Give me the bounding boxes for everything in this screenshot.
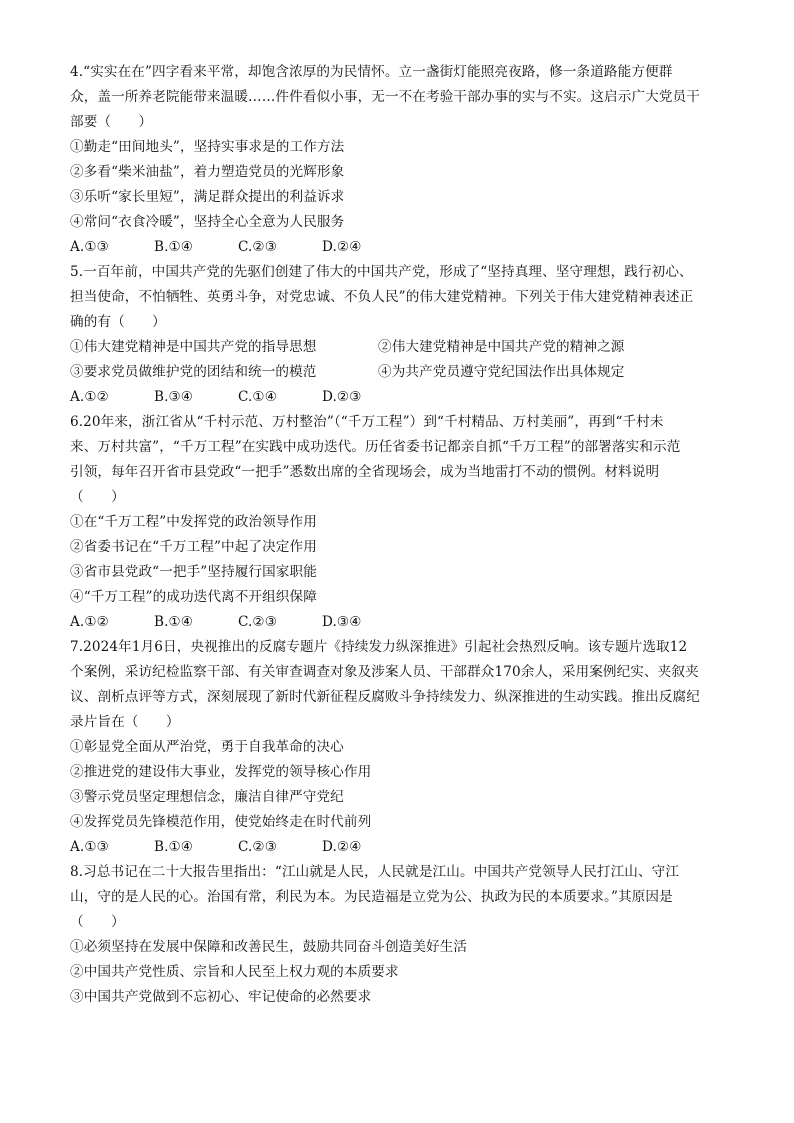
question-4 <box>70 60 724 260</box>
statement-item: ④“千万工程”的成功迭代离不开组织保障 <box>70 589 317 605</box>
question-stem-line: 担当使命，不怕牺牲、英勇斗争，对党忠诚、不负人民”的伟大建党精神。下列关于伟大建党精神表述正 <box>70 289 694 305</box>
option-b: B.①④ <box>154 614 194 630</box>
statement-item: ③要求党员做维护党的团结和统一的模范 <box>70 364 317 380</box>
option-a: A.①② <box>70 614 109 630</box>
option-d: D.②④ <box>322 839 362 855</box>
option-a: A.①② <box>70 389 109 405</box>
statement-item: ①伟大建党精神是中国共产党的指导思想 <box>70 339 317 355</box>
statement-item: ③乐听“家长里短”，满足群众提出的利益诉求 <box>70 189 345 205</box>
question-stem-line: 引领，每年召开省市县党政“一把手”悉数出席的全省现场会，成为当地雷打不动的惯例。材料说明 <box>70 464 660 480</box>
option-d: D.②③ <box>322 389 362 405</box>
option-d: D.③④ <box>322 614 362 630</box>
statement-item: ④发挥党员先锋模范作用，使党始终走在时代前列 <box>70 814 372 830</box>
option-a: A.①③ <box>70 239 109 255</box>
answer-options <box>70 610 724 635</box>
statement-item: ③警示党员坚定理想信念，廉洁自律严守党纪 <box>70 789 344 805</box>
question-stem-line: 议、剖析点评等方式，深刻展现了新时代新征程反腐败斗争持续发力、纵深推进的生动实践。推出反腐纪 <box>70 689 700 705</box>
option-a: A.①③ <box>70 839 109 855</box>
option-d: D.②④ <box>322 239 362 255</box>
question-stem-line: 众，盖一所养老院能带来温暖……件件看似小事，无一不在考验干部办事的实与不实。这启示广大党员干 <box>70 89 700 105</box>
option-b: B.③④ <box>154 389 194 405</box>
statement-item: ①在“千万工程”中发挥党的政治领导作用 <box>70 514 317 530</box>
option-c: C.②③ <box>238 239 278 255</box>
question-stem-line: 山，守的是人民的心。治国有常，利民为本。为民造福是立党为公、执政为民的本质要求。”其原因是 <box>70 889 673 905</box>
question-stem-line: （ ） <box>70 489 125 505</box>
option-c: C.②③ <box>238 614 278 630</box>
answer-options <box>70 385 724 410</box>
statement-item: ②多看“柴米油盐”，着力塑造党员的光辉形象 <box>70 164 345 180</box>
question-stem-line: 7.2024年1月6日，央视推出的反腐专题片《持续发力纵深推进》引起社会热烈反响。该专题片选取12 <box>70 639 688 655</box>
option-c: C.①④ <box>238 389 278 405</box>
option-b: B.①④ <box>154 839 194 855</box>
question-stem-line: 来、万村共富”，“千万工程”在实践中成功迭代。历任省委书记都亲自抓“千万工程”的部署落实和示范 <box>70 439 681 455</box>
statement-item: ②中国共产党性质、宗旨和人民至上权力观的本质要求 <box>70 964 399 980</box>
question-6 <box>70 410 724 635</box>
answer-options <box>70 835 724 860</box>
statement-item: ①必须坚持在发展中保障和改善民生，鼓励共同奋斗创造美好生活 <box>70 939 468 955</box>
question-stem-line: 个案例，采访纪检监察干部、有关审查调查对象及涉案人员、干部群众170余人，采用案例纪实、夹叙夹 <box>70 664 699 680</box>
question-stem-line: 确的有（ ） <box>70 314 166 330</box>
statement-item: ②推进党的建设伟大事业，发挥党的领导核心作用 <box>70 764 372 780</box>
statement-item: ③中国共产党做到不忘初心、牢记使命的必然要求 <box>70 989 372 1005</box>
statement-item: ④为共产党员遵守党纪国法作出具体规定 <box>378 364 625 380</box>
statement-item: ④常问“衣食冷暖”，坚持全心全意为人民服务 <box>70 214 345 230</box>
question-stem-line: （ ） <box>70 914 125 930</box>
option-b: B.①④ <box>154 239 194 255</box>
question-stem-line: 8.习总书记在二十大报告里指出：“江山就是人民，人民就是江山。中国共产党领导人民打江山、守江 <box>70 864 680 880</box>
question-5 <box>70 260 724 410</box>
statement-item: ②伟大建党精神是中国共产党的精神之源 <box>378 339 625 355</box>
statement-item: ②省委书记在“千万工程”中起了决定作用 <box>70 539 317 555</box>
statement-item: ③省市县党政“一把手”坚持履行国家职能 <box>70 564 317 580</box>
statement-row <box>70 360 724 385</box>
question-stem-line: 部要（ ） <box>70 114 153 130</box>
option-c: C.②③ <box>238 839 278 855</box>
statement-item: ①勤走“田间地头”，坚持实事求是的工作方法 <box>70 139 345 155</box>
question-stem-line: 录片旨在（ ） <box>70 714 180 730</box>
question-stem-line: 6.20年来，浙江省从“千村示范、万村整治”（“千万工程”）到“千村精品、万村美丽”，再到“千村未 <box>70 414 664 430</box>
question-stem-line: 5.一百年前，中国共产党的先驱们创建了伟大的中国共产党，形成了“坚持真理、坚守理想，践行初心、 <box>70 264 693 280</box>
answer-options <box>70 235 724 260</box>
question-8 <box>70 860 724 1010</box>
question-stem-line: 4.“实实在在”四字看来平常，却饱含浓厚的为民情怀。立一盏街灯能照亮夜路，修一条道路能方便群 <box>70 64 673 80</box>
statement-row <box>70 335 724 360</box>
question-7 <box>70 635 724 860</box>
statement-item: ①彰显党全面从严治党，勇于自我革命的决心 <box>70 739 344 755</box>
